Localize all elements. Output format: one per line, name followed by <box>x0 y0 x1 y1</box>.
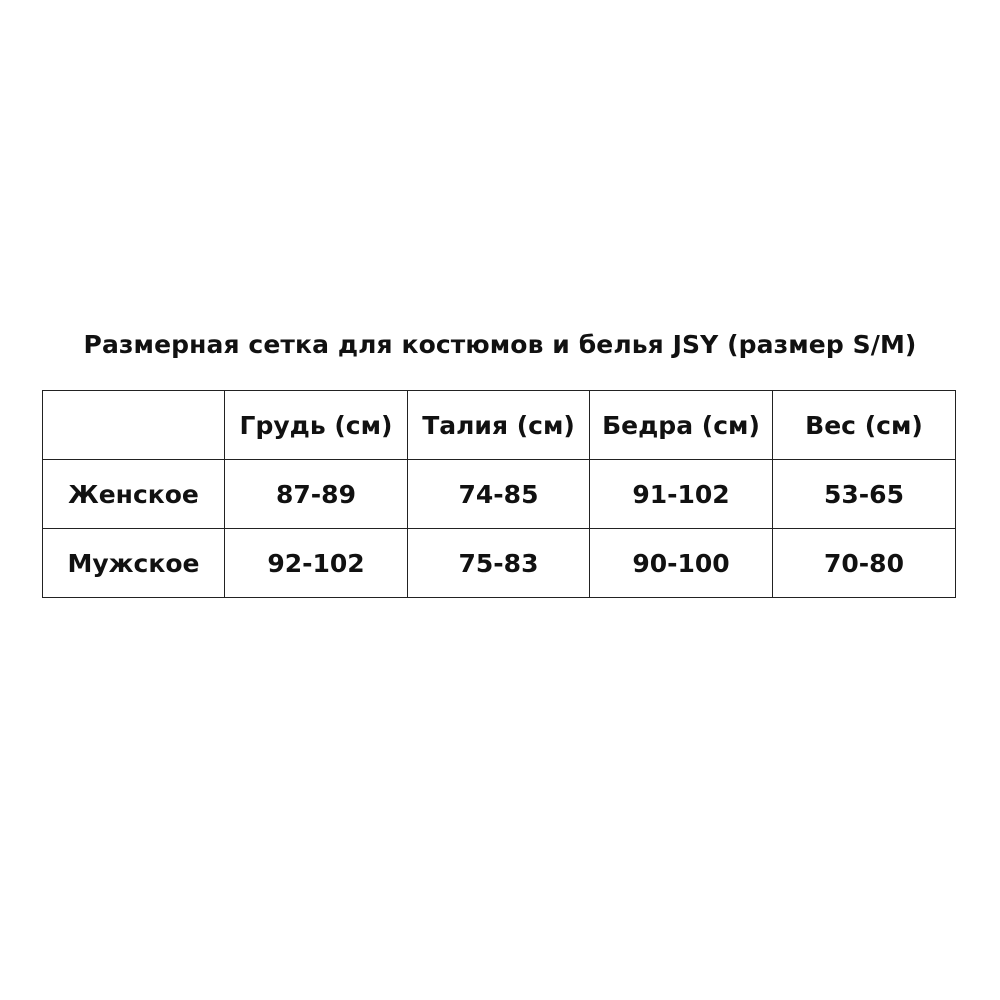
row-label-female: Женское <box>43 460 225 529</box>
cell-female-hips: 91-102 <box>590 460 773 529</box>
header-corner-cell <box>43 391 225 460</box>
header-weight: Вес (см) <box>773 391 956 460</box>
table-row <box>43 460 956 529</box>
table-row <box>43 529 956 598</box>
size-chart-table <box>42 390 956 598</box>
header-waist: Талия (см) <box>408 391 590 460</box>
cell-female-waist: 74-85 <box>408 460 590 529</box>
header-chest: Грудь (см) <box>225 391 408 460</box>
table-header-row <box>43 391 956 460</box>
row-label-male: Мужское <box>43 529 225 598</box>
cell-female-chest: 87-89 <box>225 460 408 529</box>
cell-male-chest: 92-102 <box>225 529 408 598</box>
cell-male-hips: 90-100 <box>590 529 773 598</box>
page-title: Размерная сетка для костюмов и белья JSY (размер S/M) <box>83 330 917 359</box>
cell-female-weight: 53-65 <box>773 460 956 529</box>
header-hips: Бедра (см) <box>590 391 773 460</box>
cell-male-waist: 75-83 <box>408 529 590 598</box>
cell-male-weight: 70-80 <box>773 529 956 598</box>
